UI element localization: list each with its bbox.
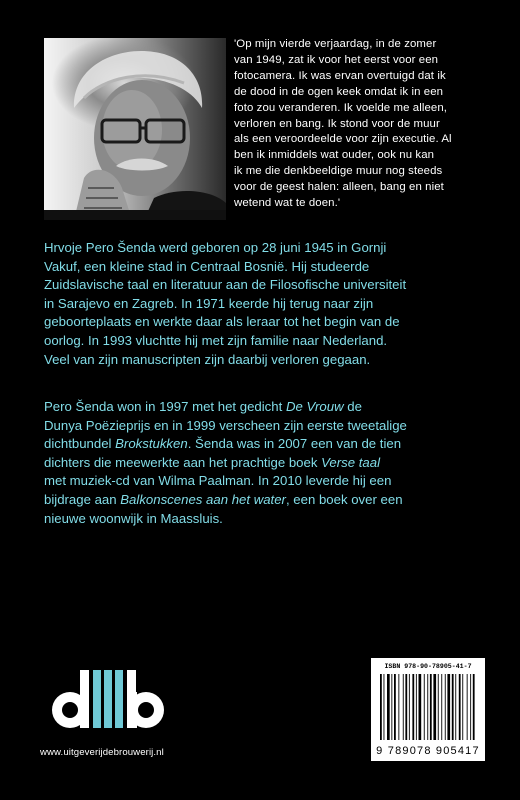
title-brokstukken: Brokstukken	[115, 436, 188, 452]
bio-line: in Sarajevo en Zagreb. In 1971 keerde hij terug naar zijn	[44, 295, 374, 311]
barcode-bar	[445, 674, 446, 740]
barcode-bar	[430, 674, 432, 740]
quote-line: ik me die denkbeeldige muur nog steeds	[234, 165, 443, 178]
barcode-bar	[412, 674, 414, 740]
barcode-bar	[419, 674, 422, 740]
barcode-bar	[405, 674, 407, 740]
bio-line: Hrvoje Pero Šenda werd geboren op 28 juni 1945 in Gornji	[44, 240, 387, 255]
bio-line	[44, 398, 486, 417]
barcode-bar	[467, 674, 468, 740]
quote-line: voor de geest halen: alleen, bang en niet	[234, 181, 444, 194]
barcode-bar	[416, 674, 417, 740]
barcode-bar	[473, 674, 475, 740]
barcode-bar	[462, 674, 463, 740]
quote-line: foto zou veranderen. Ik voelde me alleen,	[234, 101, 448, 114]
barcode-digits: 9 789078 905417	[376, 745, 480, 757]
barcode-bar	[470, 674, 471, 740]
text: Pero Šenda won in 1997 met het gedicht	[44, 399, 286, 414]
barcode-bar	[438, 674, 439, 740]
author-photo	[44, 38, 226, 220]
bio-line	[44, 491, 486, 510]
barcode-bar	[387, 674, 390, 740]
barcode-bar	[459, 674, 461, 740]
quote-line: fotocamera. Ik was ervan overtuigd dat ik	[234, 69, 446, 82]
quote-line: 'Op mijn vierde verjaardag, in de zomer	[234, 38, 437, 50]
isbn-barcode	[371, 658, 485, 761]
publisher-logo	[46, 664, 170, 732]
bio-line: Zuidslavische taal en literatuur aan de Filosofische universiteit	[44, 277, 407, 293]
publisher-website: www.uitgeverijdebrouwerij.nl	[40, 747, 164, 758]
quote-line: de dood in de ogen keek omdat ik in een	[234, 85, 444, 98]
text: , een boek over een	[285, 491, 403, 507]
barcode-bar	[384, 674, 385, 740]
bio-line: nieuwe woonwijk in Maassluis.	[44, 510, 223, 526]
title-verse-taal: Verse taal	[321, 454, 380, 470]
barcode-bar	[455, 674, 456, 740]
barcode-bar	[452, 674, 454, 740]
bio-line: Veel van zijn manuscripten zijn daarbij verloren gegaan.	[44, 351, 371, 367]
bio-line: met muziek-cd van Wilma Paalman. In 2010 leverde hij een	[44, 473, 392, 489]
quote-line: ben ik inmiddels wat ouder, ook nu kan	[234, 149, 435, 162]
text: . Šenda was in 2007 een van de tien	[187, 436, 402, 452]
barcode-bar	[398, 674, 399, 740]
barcode-bar	[433, 674, 436, 740]
bio-line: Vakuf, een kleine stad in Centraal Bosnië. Hij studeerde	[44, 258, 370, 274]
barcode-bar	[394, 674, 396, 740]
barcode-bar	[409, 674, 410, 740]
barcode-bar	[380, 674, 382, 740]
quote-line: verloren en bang. Ik stond voor de muur	[234, 117, 440, 130]
quote-line: als een veroordeelde voor zijn executie. Al	[234, 133, 452, 146]
barcode-bar	[427, 674, 428, 740]
bio-line: Dunya Poëzieprijs en in 1999 verscheen zijn eerste tweetalige	[44, 417, 407, 433]
barcode-bar	[441, 674, 442, 740]
isbn-number: ISBN 978-90-78905-41-7	[384, 663, 472, 670]
title-de-vrouw: De Vrouw	[285, 399, 344, 414]
barcode-bar	[403, 674, 404, 740]
author-publications	[44, 398, 486, 528]
barcode-bar	[424, 674, 425, 740]
author-quote	[234, 37, 480, 212]
bio-line	[44, 454, 486, 473]
quote-line: van 1949, zat ik voor het eerst voor een	[234, 53, 439, 66]
text: dichters die meewerkte aan het prachtige boek	[44, 454, 322, 470]
bio-line: oorlog. In 1993 vluchtte hij met zijn familie naar Nederland.	[44, 332, 388, 348]
barcode-bar	[447, 674, 450, 740]
barcode-bar	[391, 674, 392, 740]
barcode-bars	[377, 674, 479, 742]
text: de	[343, 399, 362, 414]
text: dichtbundel	[44, 436, 116, 452]
quote-line: wetend wat te doen.'	[234, 197, 341, 210]
title-balkonscenes: Balkonscenes aan het water	[120, 491, 286, 507]
text: bijdrage aan	[44, 491, 121, 507]
bio-line: geboorteplaats en werkte daar als leraar tot het begin van de	[44, 314, 400, 330]
bio-line	[44, 435, 486, 454]
author-biography	[44, 239, 486, 369]
